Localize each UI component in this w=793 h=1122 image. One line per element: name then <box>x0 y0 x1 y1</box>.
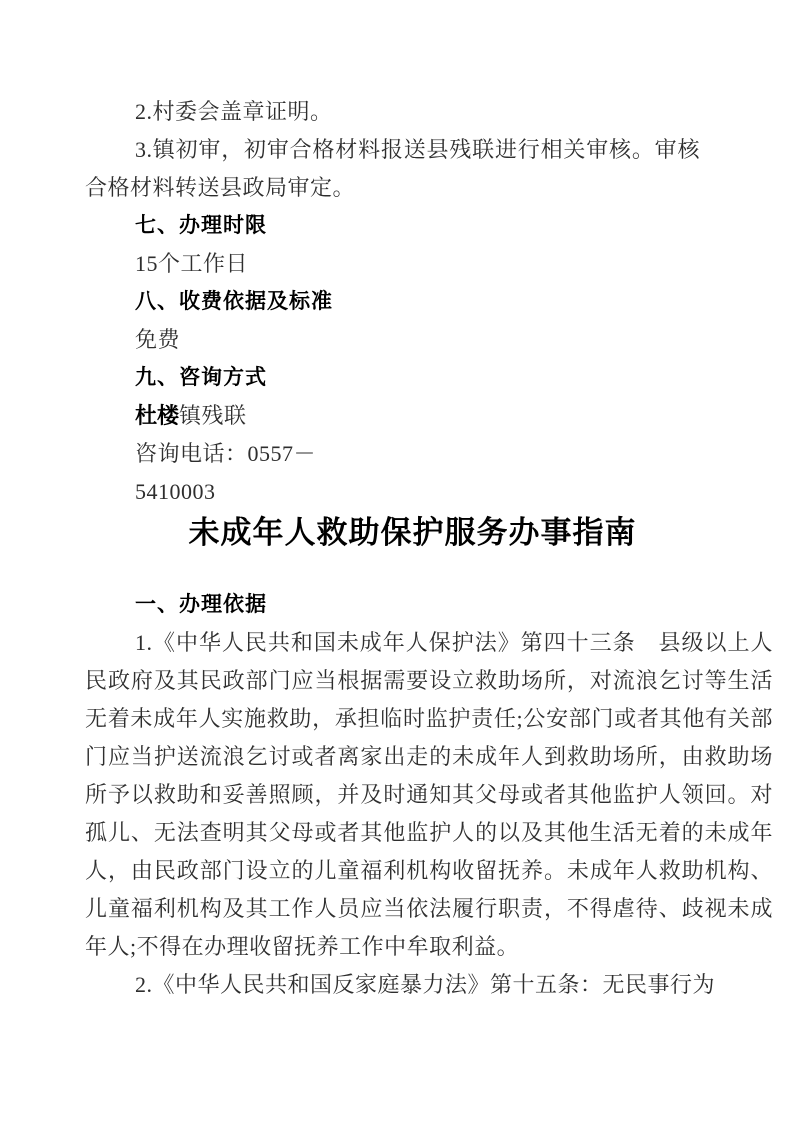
body-paragraph: 2.《中华人民共和国反家庭暴力法》第十五条：无民事行为 <box>135 972 716 997</box>
text-run: 镇残联 <box>179 403 247 428</box>
document-title: 未成年人救助保护服务办事指南 <box>188 515 637 550</box>
section-heading: 八、收费依据及标准 <box>135 290 333 313</box>
section-heading: 一、办理依据 <box>135 593 267 616</box>
body-paragraph: 免费 <box>135 327 181 352</box>
body-paragraph: 2.村委会盖章证明。 <box>135 99 333 124</box>
section-heading: 九、咨询方式 <box>135 366 267 389</box>
section-heading: 七、办理时限 <box>135 214 267 237</box>
body-paragraph: 咨询电话：0557－ <box>135 441 317 466</box>
body-paragraph <box>85 397 700 435</box>
body-paragraph: 3.镇初审，初审合格材料报送县残联进行相关审核。审核合格材料转送县政局审定。 <box>85 137 700 200</box>
body-paragraph: 1.《中华人民共和国未成年人保护法》第四十三条 县级以上人民政府及其民政部门应当根据需要设立救助场所，对流浪乞讨等生活无着未成年人实施救助，承担临时监护责任;公安部门或者其他有关部门应当护送流浪乞讨或者离家出走的未成年人到救助场所，由救助场所予以救助和妥善照顾，并及时通知其父母或者其他监护人领回。对孤儿、无法查明其父母或者其他监护人的以及其他生活无着的未成年人，由民政部门设立的儿童福利机构收留抚养。未成年人救助机构、儿童福利机构及其工作人员应当依法履行职责，不得虐待、歧视未成年人;不得在办理收留抚养工作中牟取利益。 <box>85 630 773 959</box>
body-paragraph: 5410003 <box>135 479 216 504</box>
body-paragraph: 15个工作日 <box>135 251 249 276</box>
bold-text-run: 杜楼 <box>135 403 180 428</box>
